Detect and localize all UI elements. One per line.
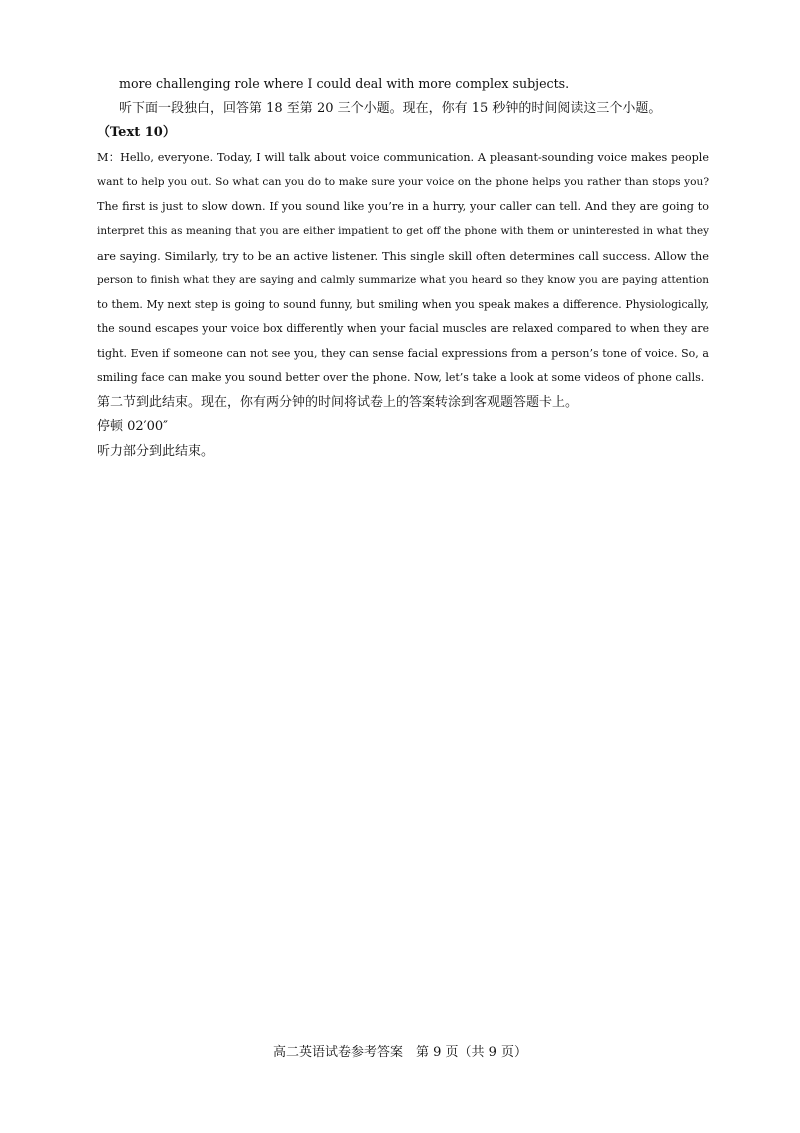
listening-end-note: 听力部分到此结束。 <box>97 443 215 459</box>
paragraph-line: smiling face can make you sound better over the phone. Now, let’s take a look at some videos of phone calls. <box>97 371 705 384</box>
section-instruction: 听下面一段独白，回答第 18 至第 20 三个小题。现在，你有 15 秒钟的时间阅读这三个小题。 <box>119 100 662 116</box>
paragraph-line: want to help you out. So what can you do to make sure your voice on the phone helps you rather than stops you? <box>97 176 709 188</box>
paragraph-line: person to finish what they are saying and calmly summarize what you heard so they know you are paying attention <box>97 274 709 286</box>
paragraph-line: the sound escapes your voice box differently when your facial muscles are relaxed compared to when they are <box>97 322 709 335</box>
paragraph-line: tight. Even if someone can not see you, they can sense facial expressions from a person’s tone of voice. So, a <box>97 346 709 360</box>
paragraph-line: to them. My next step is going to sound funny, but smiling when you speak makes a difference. Physiologically, <box>97 297 709 311</box>
section-end-note: 第二节到此结束。现在，你有两分钟的时间将试卷上的答案转涂到客观题答题卡上。 <box>97 394 579 410</box>
paragraph-line: The first is just to slow down. If you sound like you’re in a hurry, your caller can tell. And they are going to <box>97 199 709 213</box>
paragraph-line: are saying. Similarly, try to be an active listener. This single skill often determines call success. Allow the <box>97 248 709 263</box>
page-footer: 高二英语试卷参考答案 第 9 页（共 9 页） <box>272 1045 528 1060</box>
paragraph-line: interpret this as meaning that you are either impatient to get off the phone with them or uninterested in what they <box>97 225 709 237</box>
text-label: （Text 10） <box>97 125 176 140</box>
document-body <box>97 72 709 464</box>
paragraph-line: more challenging role where I could deal with more complex subjects. <box>119 76 570 91</box>
paragraph-line: M：Hello, everyone. Today, I will talk about voice communication. A pleasant-sounding voice makes people <box>97 150 709 164</box>
pause-note: 停顿 02′00″ <box>97 419 169 434</box>
